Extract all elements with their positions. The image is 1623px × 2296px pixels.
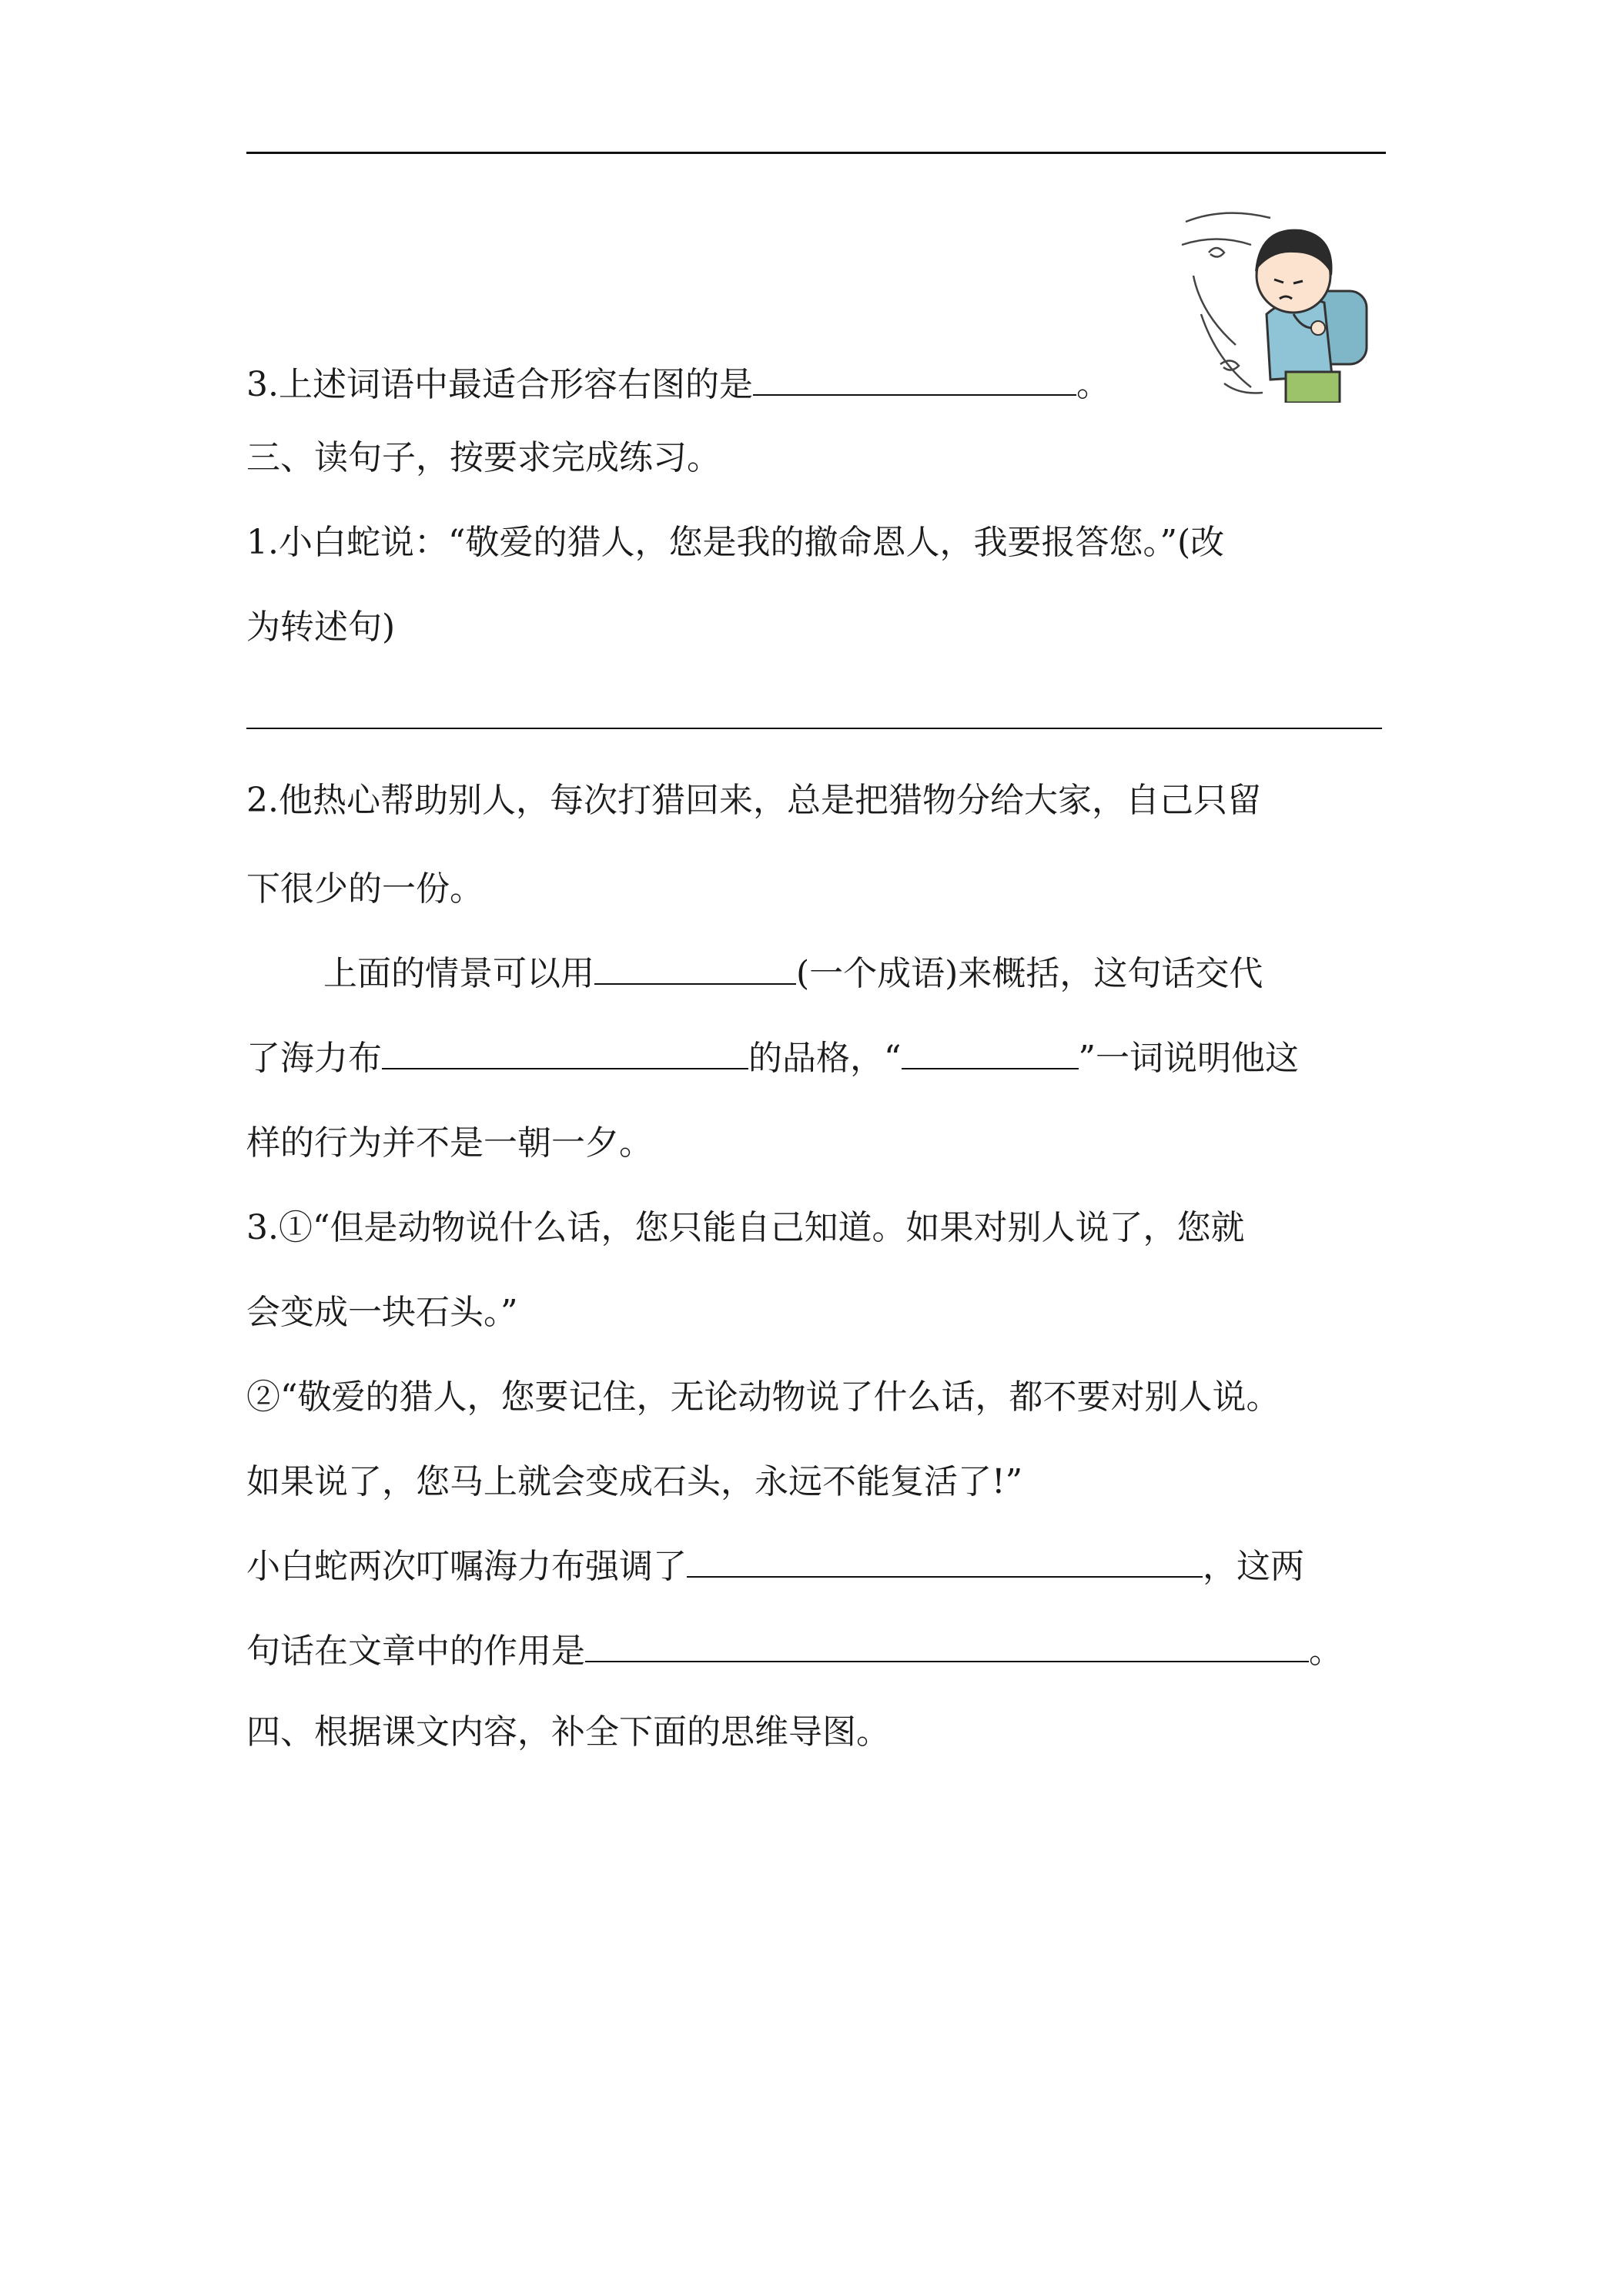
- s2-p2-mid: 的品格，“: [748, 1039, 902, 1078]
- s1-line2: 为转述句): [246, 607, 396, 647]
- s2-line2: 下很少的一份。: [246, 869, 484, 909]
- s1-line1: 1.小白蛇说：“敬爱的猎人，您是我的撤命恩人，我要报答您。”(改: [246, 523, 1225, 562]
- q3-suffix: 。: [1076, 365, 1110, 404]
- answer-blank-key-word[interactable]: [902, 1037, 1079, 1069]
- s2-p2-prefix: 了海力布: [246, 1039, 382, 1078]
- answer-blank-picture-word[interactable]: [753, 363, 1076, 396]
- s3-line2: 会变成一块石头。”: [246, 1293, 518, 1332]
- s2-p2-suffix: ”一词说明他这: [1078, 1039, 1299, 1078]
- answer-blank-idiom[interactable]: [594, 952, 796, 985]
- answer-blank-function[interactable]: [585, 1630, 1309, 1662]
- s3-l5-suffix: ，这两: [1203, 1547, 1304, 1586]
- s2-para-line1: [323, 951, 1263, 997]
- answer-blank-emphasis[interactable]: [687, 1545, 1203, 1578]
- s3-line4: 如果说了，您马上就会变成石头，永远不能复活了!”: [246, 1462, 1023, 1501]
- s2-p1-suffix: (一个成语)来概括，这句话交代: [796, 954, 1263, 993]
- section-four-title: 四、根据课文内容，补全下面的思维导图。: [246, 1712, 890, 1752]
- boy-walking-against-wind-icon: [1178, 199, 1378, 403]
- section-three-title: 三、读句子，按要求完成练习。: [246, 438, 721, 477]
- answer-line-indirect-speech[interactable]: [246, 728, 1382, 729]
- s3-line6: [246, 1628, 1343, 1675]
- s3-l6-suffix: 。: [1309, 1632, 1343, 1671]
- s3-l6-prefix: 句话在文章中的作用是: [246, 1632, 585, 1671]
- answer-blank-character[interactable]: [382, 1037, 748, 1069]
- s2-p1-prefix: 上面的情景可以用: [323, 954, 594, 993]
- q3-prefix: 3.上述词语中最适合形容右图的是: [246, 365, 753, 404]
- s3-line3: ②“敬爱的猎人，您要记住，无论动物说了什么话，都不要对别人说。: [246, 1377, 1280, 1417]
- s2-para-line2: [246, 1036, 1299, 1082]
- s3-l5-prefix: 小白蛇两次叮嘱海力布强调了: [246, 1547, 687, 1586]
- s3-line1: 3.①“但是动物说什么话，您只能自己知道。如果对别人说了，您就: [246, 1208, 1245, 1247]
- s3-line5: [246, 1544, 1304, 1590]
- s2-para-line3: 样的行为并不是一朝一夕。: [246, 1123, 653, 1163]
- s2-line1: 2.他热心帮助别人，每次打猎回来，总是把猎物分给大家，自己只留: [246, 781, 1261, 820]
- q3-describe-picture: [246, 362, 1110, 408]
- header-rule: [246, 152, 1386, 154]
